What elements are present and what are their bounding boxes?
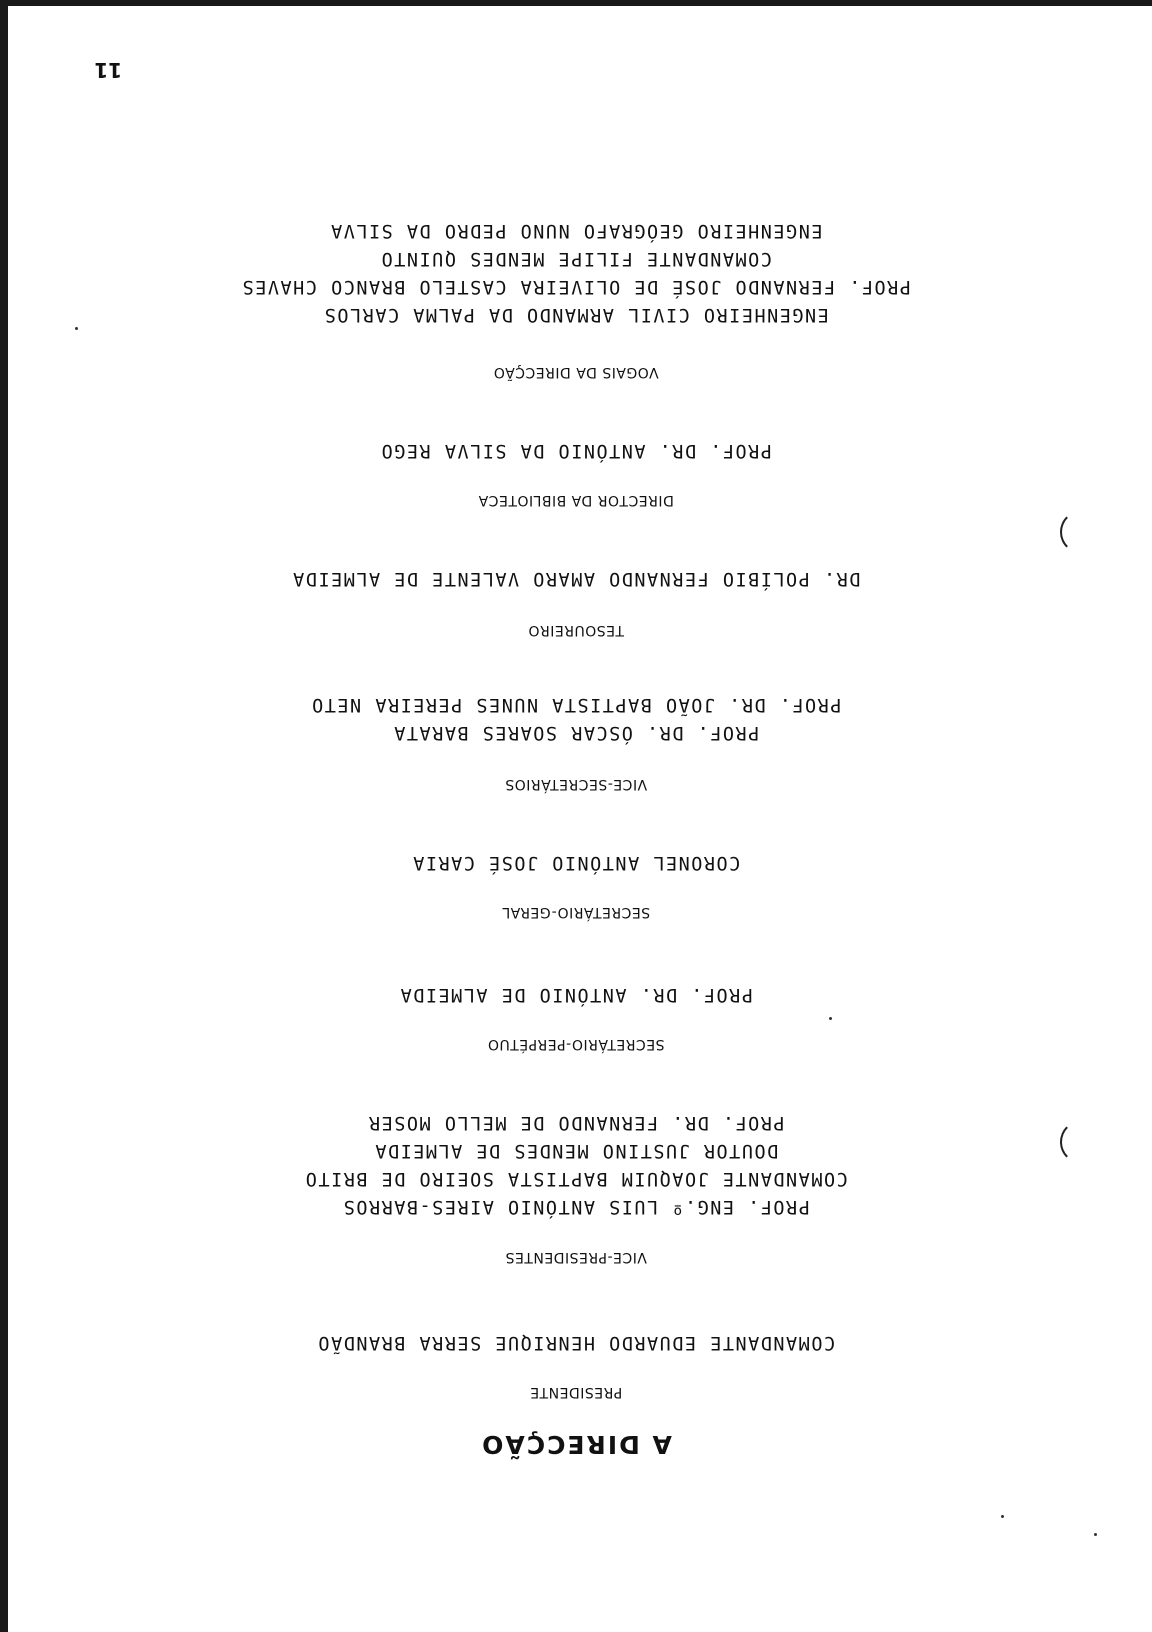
name-line: PROF. FERNANDO JOSÉ DE OLIVEIRA CASTELO BRANCO CHAVES [241,276,911,297]
page-title: A DIRECÇÃO [480,1430,672,1459]
name-line: ENGENHEIRO CIVIL ARMANDO DA PALMA CARLOS [323,304,829,325]
section-label-vice-presidentes: VICE-PRESIDENTES [505,1249,647,1265]
name-line: PROF. DR. ÓSCAR SOARES BARATA [392,722,760,743]
name-line: PROF. DR. JOÃO BAPTISTA NUNES PEREIRA NETO [310,694,842,715]
name-line: PROF. DR. ANTÓNIO DA SILVA REGO [380,440,772,461]
section-label-vogais: VOGAIS DA DIRECÇÃO [493,364,659,380]
scan-speck [829,1017,832,1020]
name-line: COMANDANTE JOAQUIM BAPTISTA SOEIRO DE BRITO [304,1168,848,1189]
name-line: DR. POLÍBIO FERNANDO AMARO VALENTE DE ALMEIDA [291,568,861,589]
name-line: CORONEL ANTÓNIO JOSÉ CARIA [411,852,741,873]
scan-speck [75,327,78,330]
section-label-secretario-geral: SECRETÁRIO-GERAL [501,904,651,920]
name-line: ENGENHEIRO GEÓGRAFO NUNO PEDRO DA SILVA [329,220,823,241]
name-line: COMANDANTE EDUARDO HENRIQUE SERRA BRANDÃO [316,1332,836,1353]
section-label-tesoureiro: TESOUREIRO [528,622,624,638]
name-line: COMANDANTE FILIPE MENDES QUINTO [380,248,772,269]
name-line: PROF. ENG.º LUIS ANTÓNIO AIRES-BARROS [342,1196,810,1217]
page-number: 11 [94,58,122,82]
section-label-vice-secretarios: VICE-SECRETÁRIOS [504,776,648,792]
section-label-presidente: PRESIDENTE [529,1384,623,1400]
scan-speck [1001,1515,1004,1518]
name-line: DOUTOR JUSTINO MENDES DE ALMEIDA [373,1140,779,1161]
scan-speck [1094,1533,1097,1536]
name-line: PROF. DR. ANTÓNIO DE ALMEIDA [399,984,753,1005]
name-line: PROF. DR. FERNANDO DE MELLO MOSER [367,1112,785,1133]
section-label-secretario-perpetuo: SECRETÁRIO-PERPÉTUO [487,1036,665,1052]
binding-hole-mark [1060,1120,1104,1164]
binding-hole-mark [1060,510,1104,554]
section-label-director-biblioteca: DIRECTOR DA BIBLIOTECA [478,492,674,508]
